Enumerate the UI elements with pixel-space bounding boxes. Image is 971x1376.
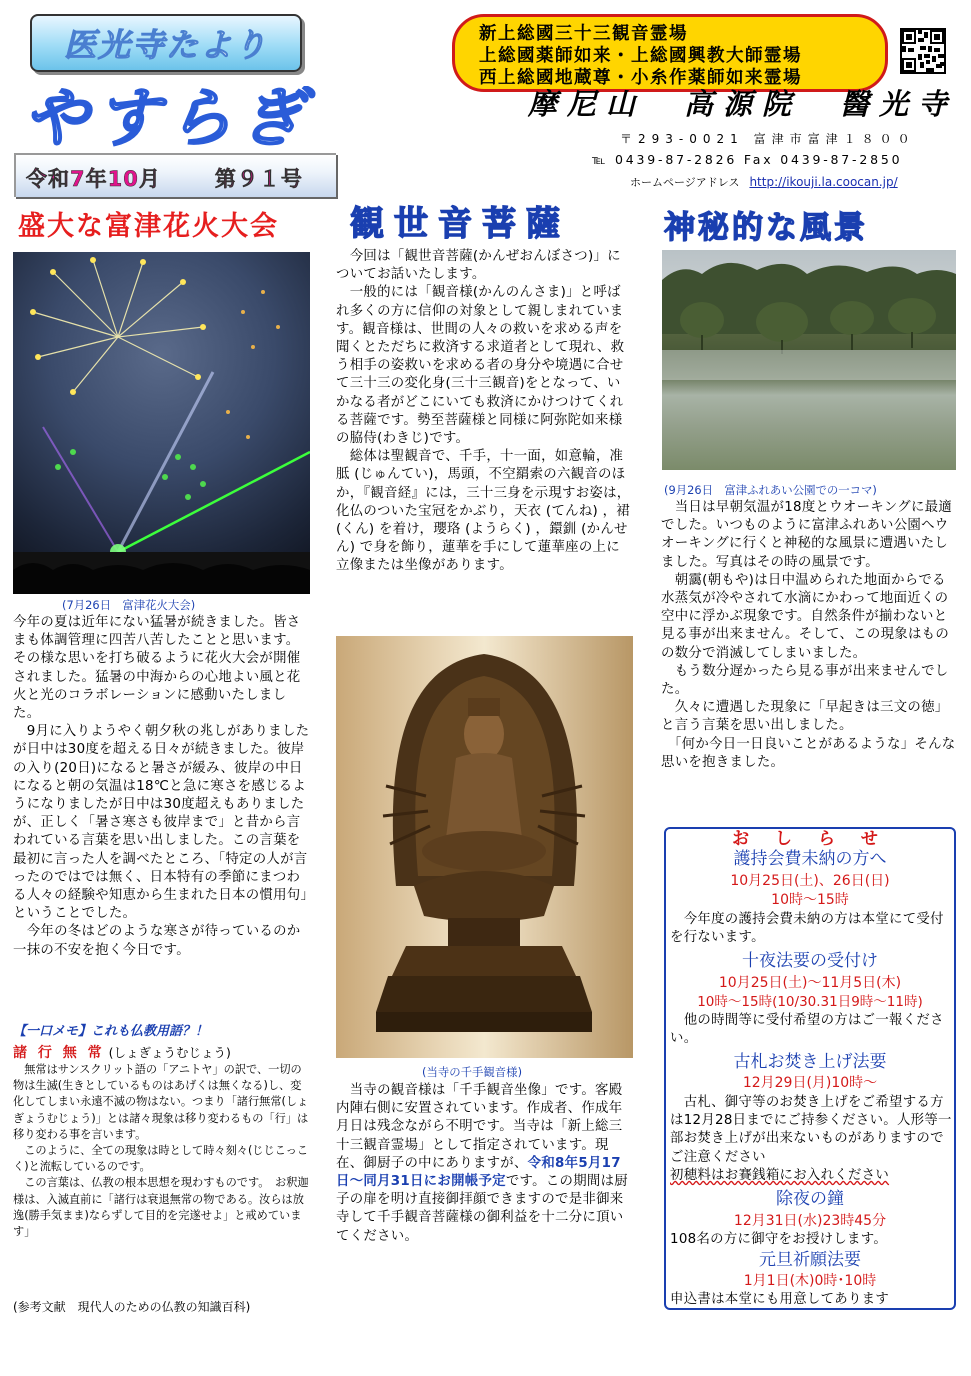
issue-bar bbox=[14, 153, 336, 197]
paragraph: 無常はサンスクリット語の「アニトヤ」の訳で、一切の物は生滅(生きとしているものはあげくは無くなる)し、変化してしまい永遠不滅の物はない。つまり「諸行無常(しょぎょうむじょう)」とは諸々現象は移り変わるもの「行」は移り変わる事を言います。 bbox=[13, 1063, 309, 1141]
phone-fax: ℡ 0439-87-2826 Fax 0439-87-2850 bbox=[592, 152, 903, 167]
homepage-link[interactable]: http://ikouji.la.coocan.jp/ bbox=[749, 175, 898, 189]
fireworks-article bbox=[13, 614, 311, 960]
paragraph: 一般的には「観音様(かんのんさま)」と呼ばれ多くの方に信仰の対象として親しまれています。観音様は、世間の人々の救いを求める声を聞くとただちに救済する求道者として現れ、救う相手の姿救いを求める者の身分や境遇に合せて三十三の変化身(三十三観音)をとなって、いかなる者がどこにいても救済にかけつけてくれる菩薩です。勢至菩薩様と同様に阿弥陀如来様の脇侍(わきじ)です。 bbox=[336, 285, 625, 447]
paragraph: 久々に遭遇した現象に「早起きは三文の徳」と言う言葉を思い出しました。 bbox=[661, 700, 949, 734]
fireworks-photo bbox=[13, 252, 310, 594]
statue-article bbox=[336, 1082, 633, 1246]
notice-item-time: 10時～15時(10/30.31日9時～11時) bbox=[697, 994, 923, 1010]
paragraph: 9月に入りようやく朝夕秋の兆しがありましたが日中は30度を超える日々が続きました。彼岸の入り(20日)になると暑さが緩み、彼岸の中日になると朝の気温は18℃と急に寒さを感じるようになりましたが日中は30度超えもありましたが、正しく「暑さ寒さも彼岸まで」と昔から言われている言葉を思い出しました。この言葉を最初に言った人を調べたところ、「特定の人が言ったのではでは無く、日本特有の季節にまつわる人々の経験や知恵から生まれた日本の慣用句」ということでした。 bbox=[13, 724, 310, 922]
paragraph: 朝靄(朝もや)は日中温められた地面からでる水蒸気が冷やされて水滴にかわって地面近くの空中に浮かぶ現象です。自然条件が揃わないと見る事が出来ません。そして、この現象はものの数分で消滅してしまいました。 bbox=[661, 572, 950, 661]
notice-item-title: 元旦祈願法要 bbox=[759, 1250, 861, 1270]
homepage-line bbox=[630, 174, 898, 191]
paragraph: 当日は早朝気温が18度とウオーキングに最適でした。いつものように富津ふれあい公園へウオーキングに行くと神秘的な風景に遭遇いたしました。写真はその時の風景です。 bbox=[661, 500, 953, 570]
newsletter-name: やすらぎ bbox=[24, 86, 312, 152]
paragraph: 今回は「観世音菩薩(かんぜおんぼさつ)」についてお話いたします。 bbox=[336, 249, 621, 283]
paragraph: 今年の夏は近年にない猛暑が続きました。皆さまも体調管理に四苦八苦したことと思います。その様な思いを打ち破るように花火大会が開催されました。猛暑の中海からの心地よい風と花火と光のコラボレーションに感動いたしました。 bbox=[13, 615, 301, 722]
notice-item-body: 古札、御守等のお焚き上げをご希望する方は12月28日までにご持参ください。人形等一部お焚き上げが出来ないものがありますのでご注意ください bbox=[670, 1095, 952, 1165]
temple-name: 摩尼山 高源院 醫光寺 bbox=[528, 87, 958, 121]
postal-address: 〒293-0021 富津市富津１８００ bbox=[620, 132, 916, 146]
pilgrim-line: 西上総國地蔵尊・小糸作薬師如来霊場 bbox=[479, 68, 802, 88]
fireworks-heading: 盛大な富津花火大会 bbox=[18, 211, 279, 242]
notice-item-date: 12月31日(水)23時45分 bbox=[733, 1213, 887, 1229]
notice-item-date: 12月29日(月)10時～ bbox=[742, 1075, 878, 1091]
paragraph: もう数分遅かったら見る事が出来ませんでした。 bbox=[661, 663, 949, 698]
memo-body bbox=[13, 1062, 311, 1240]
notice-item-date: 1月1日(木)0時･10時 bbox=[743, 1273, 877, 1289]
statue-caption: (当寺の千手観音様) bbox=[422, 1065, 523, 1079]
notice-item-title: 古札お焚き上げ法要 bbox=[733, 1052, 887, 1072]
issue-number: 第９１号 bbox=[214, 167, 303, 191]
paragraph: 今年の冬はどのような寒さが待っているのか一抹の不安を抱く今日です。 bbox=[13, 924, 301, 958]
scenery-article bbox=[661, 499, 959, 772]
kannon-heading: 観世音菩薩 bbox=[350, 204, 570, 244]
notice-item-body: 他の時間等に受付希望の方はご一報ください。 bbox=[670, 1013, 944, 1047]
notice-heading: お し ら せ bbox=[732, 829, 888, 849]
kannon-article bbox=[336, 248, 633, 576]
reference: (参考文献 現代人のための仏教の知識百科) bbox=[13, 1300, 251, 1314]
paragraph: この言葉は、仏教の根本思想を現わすものです。 お釈迦様は、入滅直前に「諸行は衰退無常の物である。汝らは放逸(勝手気まま)ならずして目的を完遂せよ」と戒めています」 bbox=[13, 1176, 309, 1239]
newsletter-label: 医光寺たより bbox=[30, 14, 302, 72]
park-photo bbox=[662, 250, 956, 470]
notice-item-body: 申込書は本堂にも用意してあります bbox=[670, 1292, 890, 1307]
paragraph: このように、全ての現象は時として時々刻々(じじこっこく)と流転しているのです。 bbox=[13, 1144, 309, 1174]
notice-item-body: 108名の方に御守をお授けします。 bbox=[670, 1232, 888, 1247]
qr-code-icon bbox=[900, 28, 946, 74]
notice-item-title: 十夜法要の受付け bbox=[742, 951, 878, 971]
memo-reading: (しょぎょうむじょう) bbox=[108, 1045, 231, 1060]
memo-title: 【一口メモ】これも仏教用語？！ bbox=[13, 1024, 209, 1039]
fireworks-caption: (7月26日 富津花火大会) bbox=[62, 598, 196, 612]
statue-photo bbox=[336, 636, 633, 1058]
notice-item-date: 10月25日(土)～11月5日(木) bbox=[718, 975, 902, 991]
opening-schedule: 令和8年5月17日～同月31日にお開帳予定 bbox=[336, 1155, 621, 1190]
homepage-label: ホームページアドレス bbox=[630, 176, 740, 189]
pilgrim-line: 上総國薬師如来・上総國興教大師霊場 bbox=[479, 46, 802, 66]
paragraph: 総体は聖観音で、千手，十一面，如意輪，准胝 (じゅんてい)，馬頭，不空羂索の六観音のほか，『観音経』には，三十三身を示現すお姿は，化仏のついた宝冠をかぶり，天衣 (てんね) ，裙 (くん) を着け，瓔珞 (ようらく) ，鐶釧 (かんせん) で身を飾り，蓮華を手にして蓮華座の上に立像または坐像があります。 bbox=[336, 449, 631, 574]
issue-date: 令和7年10月 bbox=[26, 167, 161, 191]
paragraph: 当寺の観音様は「千手観音坐像」です。客殿内陣右側に安置されています。作成者、作成年月日は残念ながら不明です。当寺は「新上総三十三観音霊場」として指定されています。現在、御厨子の中にありますが、 bbox=[336, 1083, 623, 1171]
notice-item-title: 護持会費未納の方へ bbox=[733, 849, 887, 869]
paragraph: 「何か今日一日良いことがあるような」そんな思いを抱きました。 bbox=[661, 736, 956, 770]
notice-item-title: 除夜の鐘 bbox=[776, 1189, 844, 1209]
memo-term: 諸 行 無 常 bbox=[13, 1045, 105, 1061]
memo-term-line bbox=[13, 1042, 311, 1062]
park-caption: (9月26日 富津ふれあい公園での一コマ) bbox=[664, 483, 877, 497]
pilgrim-sites-box bbox=[452, 14, 888, 92]
hatsuho-note: 初穂料はお賽銭箱にお入れください bbox=[670, 1168, 890, 1183]
paragraph: です。この期間は厨子の扉を明け直接御拝顔できますので是非御来寺して千手観音菩薩様の御利益を十二分に頂いてください。 bbox=[336, 1174, 628, 1244]
notice-item-date: 10月25日(土)、26日(日) bbox=[730, 873, 890, 889]
notice-item-body: 今年度の護持会費未納の方は本堂にて受付を行ないます。 bbox=[670, 912, 944, 946]
scenery-heading: 神秘的な風景 bbox=[664, 210, 868, 246]
pilgrim-line: 新上総國三十三観音霊場 bbox=[479, 24, 688, 44]
notice-item-time: 10時～15時 bbox=[771, 892, 849, 908]
notice-box bbox=[664, 827, 956, 1310]
